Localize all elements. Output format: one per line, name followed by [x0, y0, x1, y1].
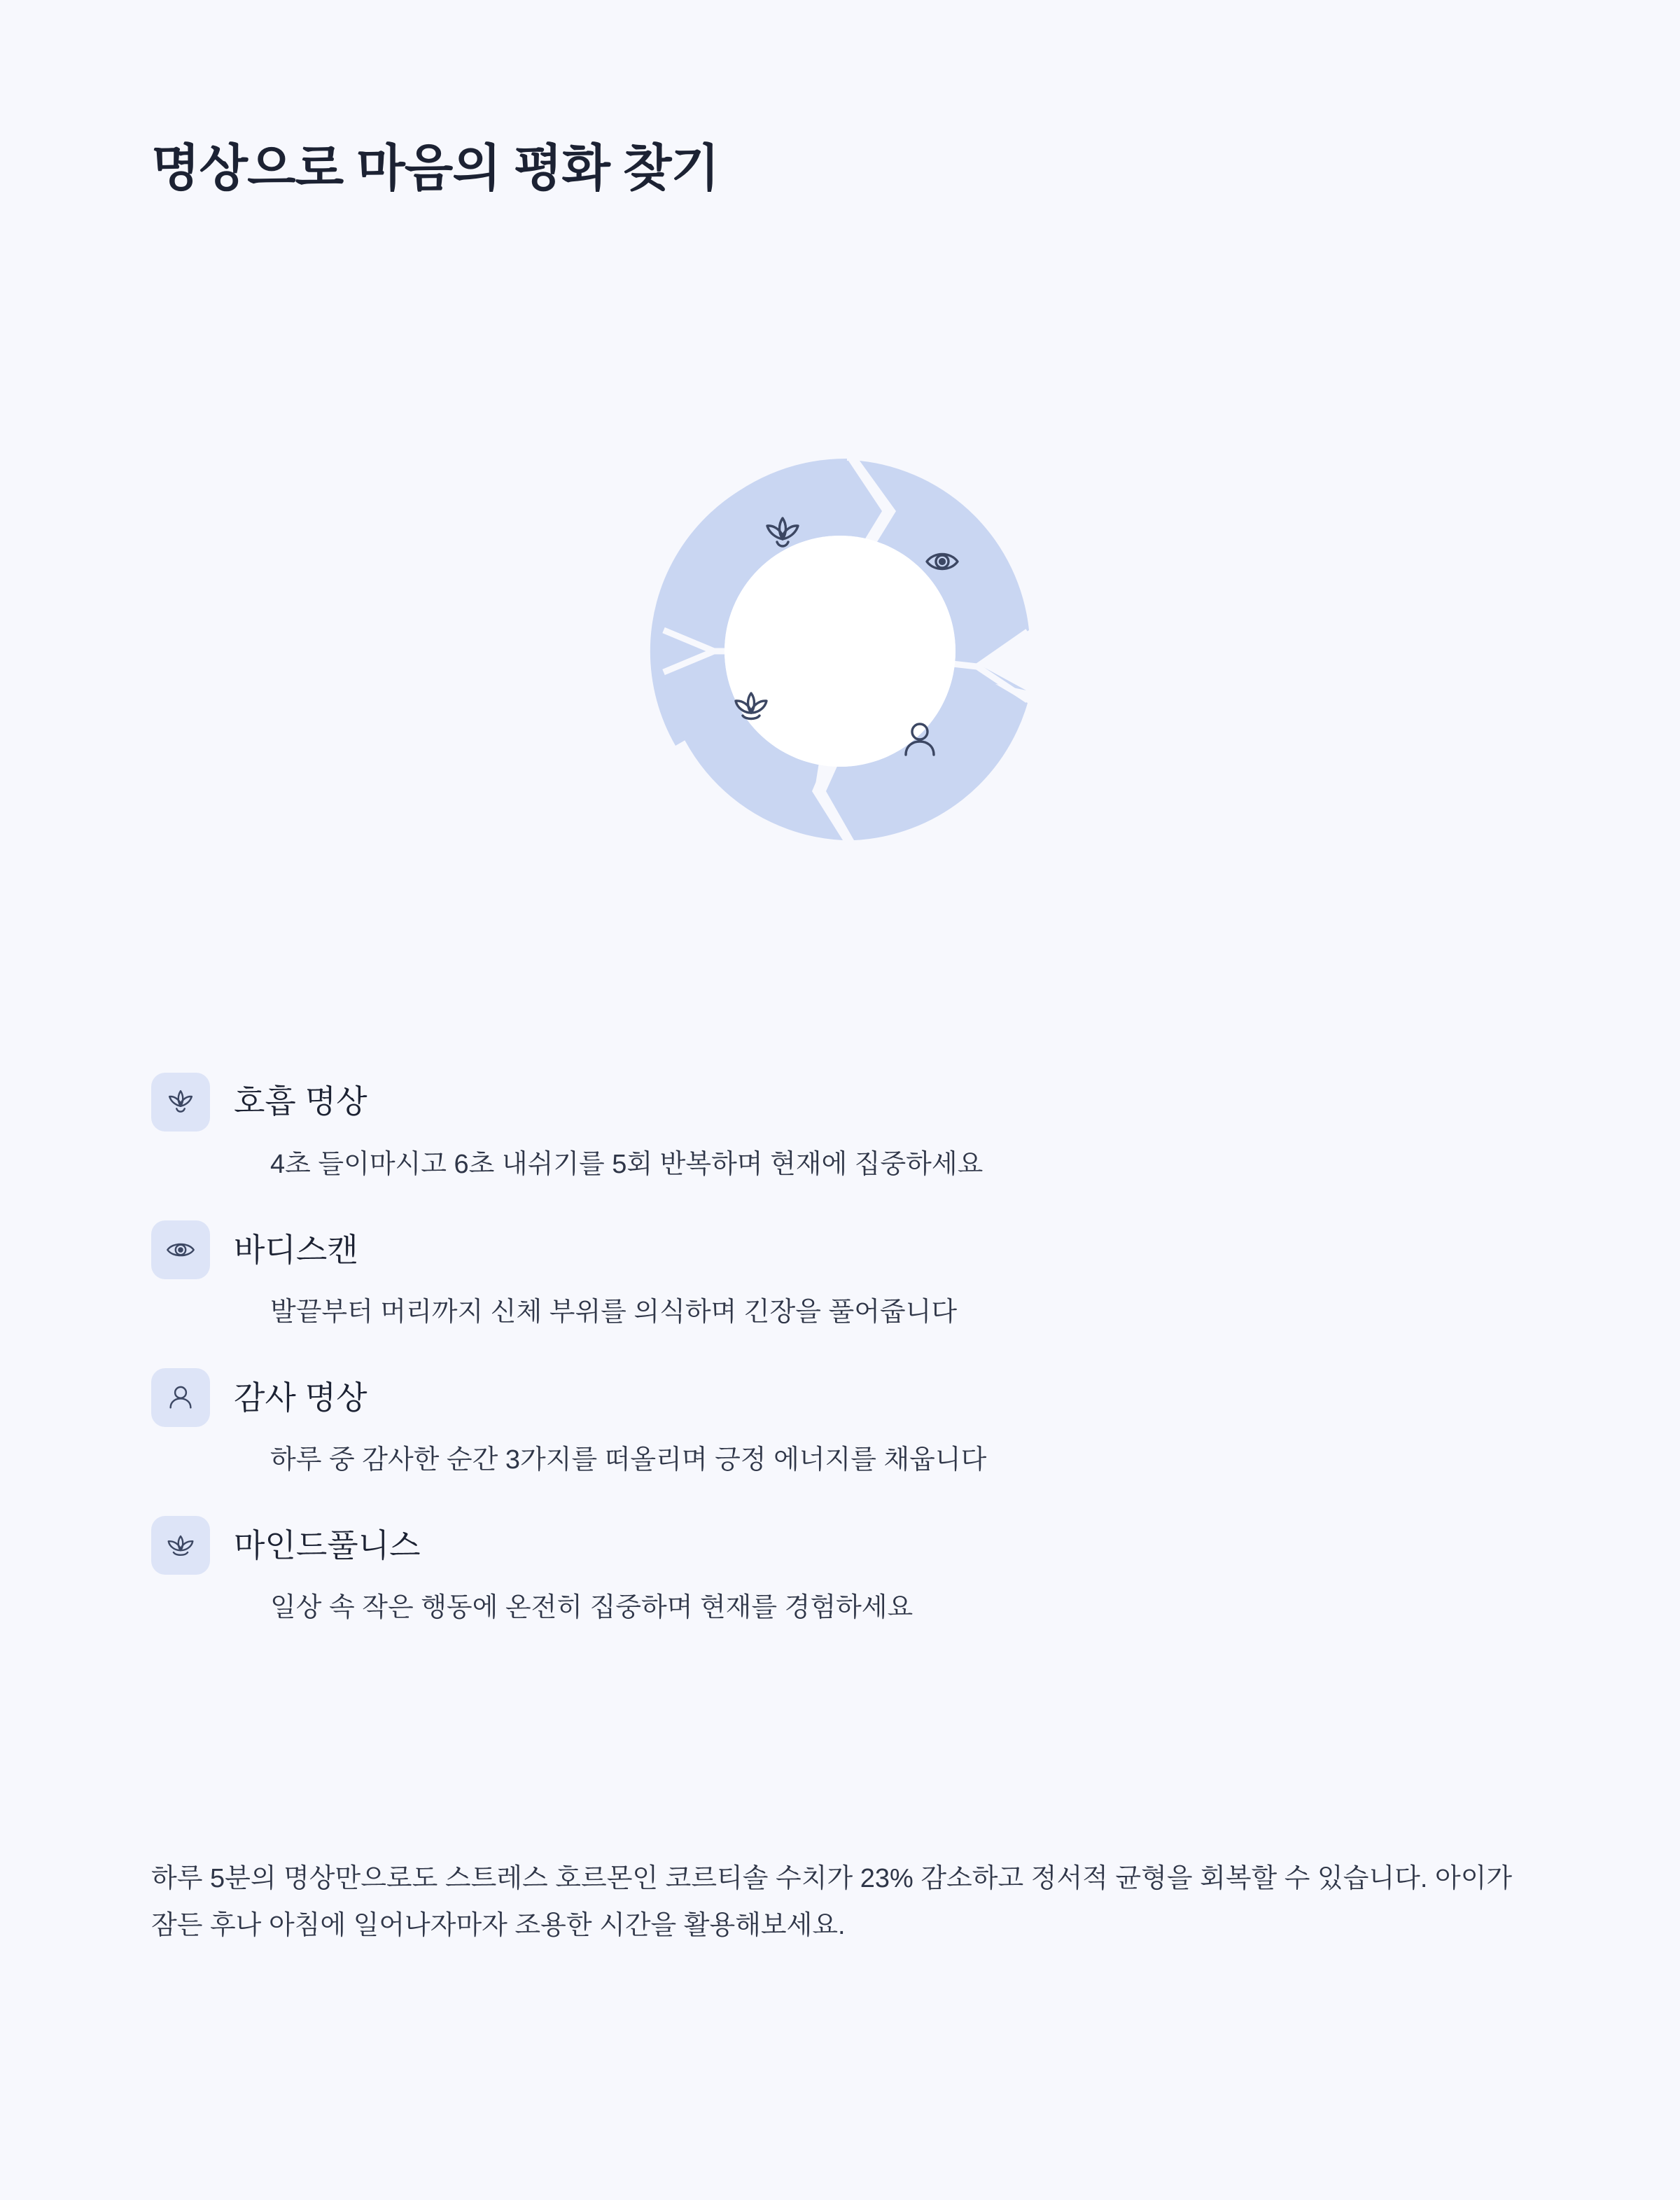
- lotus-hands-icon: [151, 1073, 210, 1132]
- list-item-title: 감사 명상: [234, 1379, 368, 1416]
- diagram-center-hole: [724, 536, 955, 767]
- list-item-header: [151, 1513, 1544, 1578]
- list-item-header: [151, 1365, 1544, 1430]
- list-item-description: 4초 들이마시고 6초 내쉬기를 5회 반복하며 현재에 집중하세요: [270, 1150, 983, 1179]
- list-item-description: 하루 중 감사한 순간 3가지를 떠올리며 긍정 에너지를 채웁니다: [270, 1445, 987, 1475]
- list-item: [151, 1365, 1544, 1480]
- list-item: [151, 1218, 1544, 1332]
- eye-icon: [151, 1220, 210, 1279]
- page-title: 명상으로 마음의 평화 찾기: [151, 141, 720, 197]
- meditation-cycle-diagram: [434, 301, 1246, 1043]
- list-item-title: 바디스캔: [234, 1231, 358, 1268]
- list-item-description: 일상 속 작은 행동에 온전히 집중하며 현재를 경험하세요: [270, 1593, 913, 1623]
- practice-list: [151, 1070, 1544, 1627]
- list-item-title: 마인드풀니스: [234, 1526, 421, 1564]
- lotus-icon: [151, 1516, 210, 1575]
- list-item-header: [151, 1218, 1544, 1282]
- person-icon: [151, 1368, 210, 1427]
- list-item-title: 호흡 명상: [234, 1083, 368, 1120]
- footnote-text: 하루 5분의 명상만으로도 스트레스 호르몬인 코르티솔 수치가 23% 감소하고 정서적 균형을 회복할 수 있습니다. 아이가 잠든 후나 아침에 일어나자마자 조용한 시간을 활용해보세요.: [151, 1864, 1513, 1940]
- list-item: [151, 1070, 1544, 1184]
- list-item-description: 발끝부터 머리까지 신체 부위를 의식하며 긴장을 풀어줍니다: [270, 1297, 958, 1328]
- list-item: [151, 1513, 1544, 1627]
- list-item-header: [151, 1070, 1544, 1134]
